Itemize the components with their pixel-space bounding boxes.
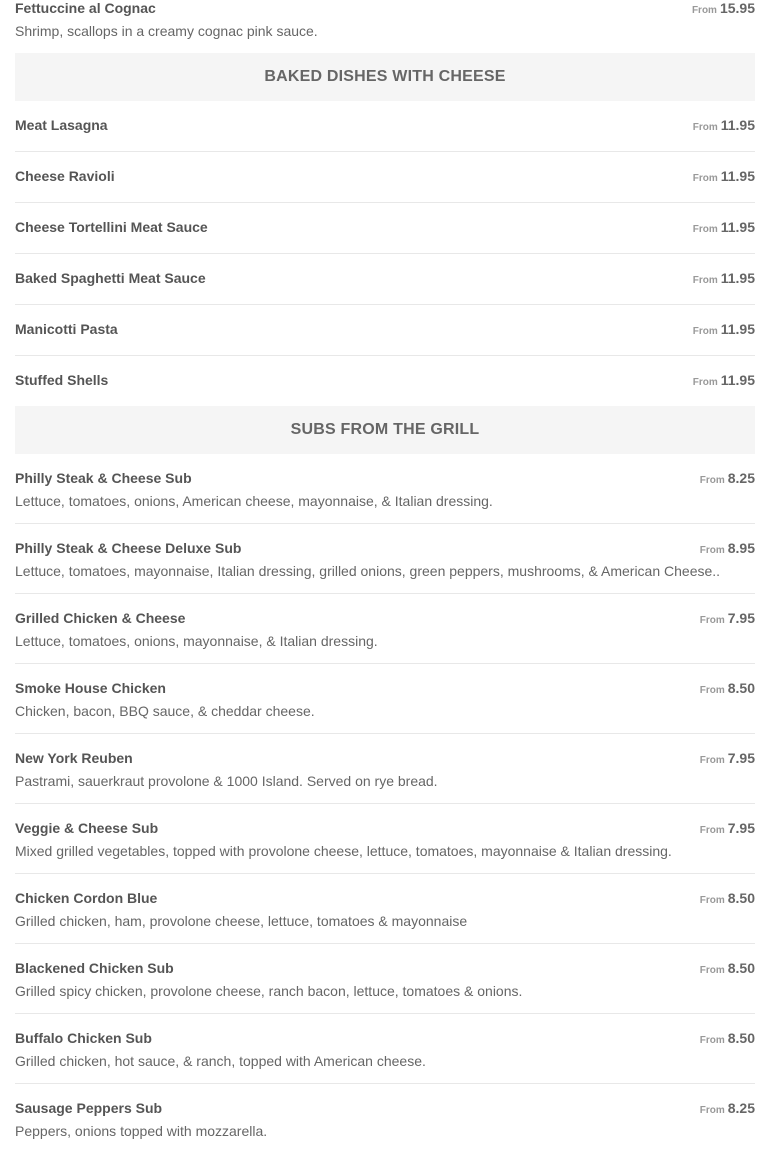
price-from-label: From <box>699 825 725 836</box>
menu-item[interactable] <box>15 101 755 152</box>
menu-item[interactable] <box>15 734 755 804</box>
price-amount: 8.50 <box>727 680 755 696</box>
menu-item[interactable] <box>15 594 755 664</box>
price-from-label: From <box>692 122 718 133</box>
price-from-label: From <box>699 1035 725 1046</box>
menu-item-price <box>693 219 755 238</box>
menu-item-description: Lettuce, tomatoes, onions, American cheese, mayonnaise, & Italian dressing. <box>15 493 493 509</box>
menu-item-name: Veggie & Cheese Sub <box>15 820 159 836</box>
menu-item-price <box>693 321 755 340</box>
menu-item-name: Manicotti Pasta <box>15 321 118 337</box>
menu-item-name: New York Reuben <box>15 750 133 766</box>
price-amount: 11.95 <box>720 321 755 337</box>
menu-item-description: Grilled chicken, ham, provolone cheese, lettuce, tomatoes & mayonnaise <box>15 913 468 929</box>
menu-item-description: Shrimp, scallops in a creamy cognac pink sauce. <box>15 23 318 39</box>
menu-item-description: Chicken, bacon, BBQ sauce, & cheddar cheese. <box>15 703 315 719</box>
menu-item[interactable] <box>15 874 755 944</box>
menu-item-name: Grilled Chicken & Cheese <box>15 610 186 626</box>
menu-item-description: Pastrami, sauerkraut provolone & 1000 Island. Served on rye bread. <box>15 773 438 789</box>
price-from-label: From <box>692 224 718 235</box>
menu-item-name: Buffalo Chicken Sub <box>15 1030 152 1046</box>
menu-item-price <box>700 470 755 489</box>
price-from-label: From <box>699 965 725 976</box>
menu-item[interactable] <box>15 0 755 53</box>
menu-item-name: Sausage Peppers Sub <box>15 1100 163 1116</box>
menu-item[interactable] <box>15 454 755 524</box>
section-header-subs-grill: SUBS FROM THE GRILL <box>15 406 755 454</box>
menu-item[interactable] <box>15 804 755 874</box>
menu-item-price <box>693 117 755 136</box>
menu-item[interactable] <box>15 254 755 305</box>
price-amount: 8.50 <box>727 1030 755 1046</box>
price-amount: 11.95 <box>720 117 755 133</box>
price-from-label: From <box>699 475 725 486</box>
price-amount: 8.50 <box>727 960 755 976</box>
menu-list <box>15 0 755 1153</box>
menu-item-price <box>700 540 755 559</box>
menu-item-description: Grilled chicken, hot sauce, & ranch, topped with American cheese. <box>15 1053 426 1069</box>
menu-item-name: Stuffed Shells <box>15 372 109 388</box>
section-header-baked-dishes: BAKED DISHES WITH CHEESE <box>15 53 755 101</box>
menu-item[interactable] <box>15 1014 755 1084</box>
menu-item-name: Meat Lasagna <box>15 117 108 133</box>
menu-item-price <box>700 1030 755 1049</box>
menu-item-name: Philly Steak & Cheese Deluxe Sub <box>15 540 242 556</box>
menu-item-name: Chicken Cordon Blue <box>15 890 158 906</box>
price-from-label: From <box>699 615 725 626</box>
menu-item[interactable] <box>15 305 755 356</box>
price-amount: 8.25 <box>727 1100 755 1116</box>
price-amount: 7.95 <box>727 820 755 836</box>
price-from-label: From <box>699 685 725 696</box>
menu-item-name: Blackened Chicken Sub <box>15 960 174 976</box>
menu-item-name: Cheese Ravioli <box>15 168 115 184</box>
price-from-label: From <box>699 1105 725 1116</box>
menu-item-name: Cheese Tortellini Meat Sauce <box>15 219 208 235</box>
price-amount: 11.95 <box>720 168 755 184</box>
menu-item-price <box>693 270 755 289</box>
menu-item-price <box>700 680 755 699</box>
menu-item[interactable] <box>15 1084 755 1153</box>
menu-item[interactable] <box>15 664 755 734</box>
menu-item-price <box>700 820 755 839</box>
menu-item-price <box>693 168 755 187</box>
menu-item-price <box>700 890 755 909</box>
price-amount: 11.95 <box>720 372 755 388</box>
menu-item-price <box>700 750 755 769</box>
price-from-label: From <box>699 895 725 906</box>
menu-item[interactable] <box>15 203 755 254</box>
price-from-label: From <box>692 275 718 286</box>
price-from-label: From <box>692 377 718 388</box>
menu-item-price <box>700 960 755 979</box>
menu-item-name: Smoke House Chicken <box>15 680 166 696</box>
price-amount: 8.25 <box>727 470 755 486</box>
menu-item[interactable] <box>15 944 755 1014</box>
price-amount: 11.95 <box>720 219 755 235</box>
menu-item-description: Grilled spicy chicken, provolone cheese, ranch bacon, lettuce, tomatoes & onions. <box>15 983 523 999</box>
price-amount: 7.95 <box>727 610 755 626</box>
price-amount: 15.95 <box>719 0 755 16</box>
menu-item[interactable] <box>15 524 755 594</box>
menu-item-price <box>692 0 755 19</box>
price-amount: 11.95 <box>720 270 755 286</box>
menu-item-price <box>700 610 755 629</box>
price-from-label: From <box>692 326 718 337</box>
price-from-label: From <box>699 545 725 556</box>
menu-item-name: Philly Steak & Cheese Sub <box>15 470 192 486</box>
price-from-label: From <box>691 5 717 16</box>
menu-item-price <box>693 372 755 391</box>
price-amount: 8.50 <box>727 890 755 906</box>
price-amount: 7.95 <box>727 750 755 766</box>
menu-item-price <box>700 1100 755 1119</box>
menu-item[interactable] <box>15 356 755 406</box>
menu-item[interactable] <box>15 152 755 203</box>
menu-item-description: Lettuce, tomatoes, onions, mayonnaise, & Italian dressing. <box>15 633 378 649</box>
menu-item-description: Mixed grilled vegetables, topped with provolone cheese, lettuce, tomatoes, mayonnaise & Italian dressing. <box>15 843 672 859</box>
menu-item-description: Peppers, onions topped with mozzarella. <box>15 1123 268 1139</box>
menu-item-name: Fettuccine al Cognac <box>15 0 156 16</box>
price-from-label: From <box>699 755 725 766</box>
menu-item-name: Baked Spaghetti Meat Sauce <box>15 270 206 286</box>
price-amount: 8.95 <box>727 540 755 556</box>
menu-item-description: Lettuce, tomatoes, mayonnaise, Italian dressing, grilled onions, green peppers, mushrooms, & American Cheese.. <box>15 563 721 579</box>
price-from-label: From <box>692 173 718 184</box>
